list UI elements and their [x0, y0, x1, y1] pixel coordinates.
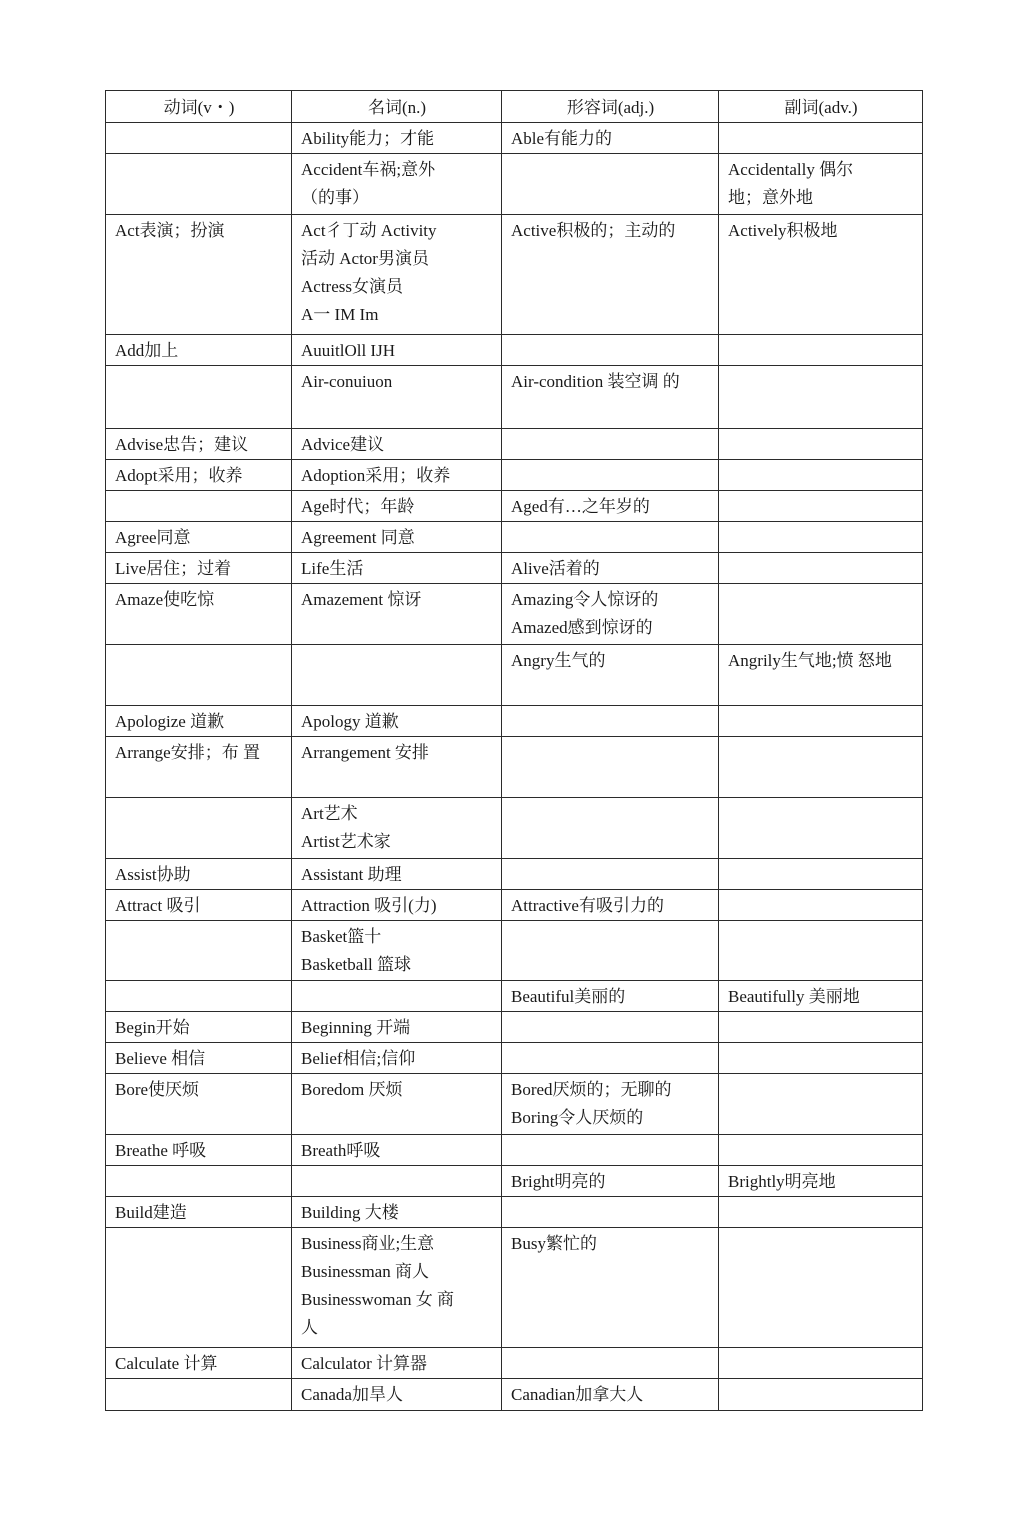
cell-text: Artist艺术家: [301, 832, 391, 851]
cell-text: Believe 相信: [115, 1049, 206, 1068]
verb-cell: [106, 522, 292, 553]
adjective-cell: [502, 491, 719, 522]
cell-text: Arrangement 安排: [301, 743, 429, 762]
table-row: [106, 981, 923, 1012]
cell-text: Add加上: [115, 341, 179, 360]
verb-cell: [106, 890, 292, 921]
cell-text: Amazement 惊讶: [301, 590, 422, 609]
adverb-cell: [719, 584, 923, 645]
adverb-cell: [719, 335, 923, 366]
adverb-cell: [719, 1012, 923, 1043]
cell-text: Air-condition 装空调 的: [511, 372, 680, 391]
word-forms-table: [105, 90, 923, 1411]
cell-text: Assistant 助理: [301, 865, 402, 884]
noun-cell: [292, 366, 502, 429]
adverb-cell: [719, 921, 923, 981]
table-row: [106, 335, 923, 366]
table-row: [106, 921, 923, 981]
verb-cell: [106, 553, 292, 584]
adverb-cell: [719, 737, 923, 798]
table-row: [106, 1197, 923, 1228]
cell-text: Ability能力；才能: [301, 129, 435, 148]
verb-cell: [106, 1348, 292, 1379]
noun-cell: [292, 154, 502, 215]
verb-cell: [106, 1074, 292, 1135]
cell-text: Advise忠告；建议: [115, 435, 249, 454]
cell-text: 地；意外地: [728, 188, 813, 207]
header-adverb: 副词(adv.): [719, 91, 923, 123]
noun-cell: [292, 706, 502, 737]
noun-cell: [292, 1043, 502, 1074]
noun-cell: [292, 1197, 502, 1228]
cell-text: Beginning 开端: [301, 1018, 411, 1037]
cell-text: Adopt采用；收养: [115, 466, 243, 485]
cell-text: Busy繁忙的: [511, 1234, 597, 1253]
noun-cell: [292, 1135, 502, 1166]
cell-text: Businessman 商人: [301, 1262, 429, 1281]
table-row: [106, 429, 923, 460]
verb-cell: [106, 215, 292, 335]
adverb-cell: [719, 798, 923, 859]
cell-text: Bore使厌烦: [115, 1080, 200, 1099]
cell-text: Live居住；过着: [115, 559, 232, 578]
cell-text: Arrange安排；布 置: [115, 743, 260, 762]
adjective-cell: [502, 645, 719, 706]
noun-cell: [292, 429, 502, 460]
table-row: [106, 798, 923, 859]
cell-text: Amaze使吃惊: [115, 590, 215, 609]
verb-cell: [106, 859, 292, 890]
cell-text: Apology 道歉: [301, 712, 399, 731]
cell-text: Amazed感到惊讶的: [511, 618, 653, 637]
adjective-cell: [502, 1043, 719, 1074]
noun-cell: [292, 1348, 502, 1379]
adverb-cell: [719, 1379, 923, 1411]
verb-cell: [106, 981, 292, 1012]
adverb-cell: [719, 553, 923, 584]
noun-cell: [292, 491, 502, 522]
adjective-cell: [502, 553, 719, 584]
adverb-cell: [719, 522, 923, 553]
table-row: [106, 1074, 923, 1135]
cell-text: Alive活着的: [511, 559, 600, 578]
cell-text: Canada加旱人: [301, 1385, 403, 1404]
cell-text: Attract 吸引: [115, 896, 201, 915]
adverb-cell: [719, 215, 923, 335]
cell-text: Agreement 同意: [301, 528, 415, 547]
cell-text: Boring令人厌烦的: [511, 1108, 644, 1127]
adverb-cell: [719, 1228, 923, 1348]
table-row: [106, 123, 923, 154]
cell-text: Age时代；年龄: [301, 497, 415, 516]
noun-cell: [292, 215, 502, 335]
verb-cell: [106, 1379, 292, 1411]
cell-text: Accidentally 偶尔: [728, 160, 854, 179]
cell-text: Beautifully 美丽地: [728, 987, 860, 1006]
adverb-cell: [719, 154, 923, 215]
verb-cell: [106, 1012, 292, 1043]
adjective-cell: [502, 335, 719, 366]
header-verb: 动词(v・): [106, 91, 292, 123]
adjective-cell: [502, 584, 719, 645]
adjective-cell: [502, 1012, 719, 1043]
cell-text: Basketball 篮球: [301, 955, 412, 974]
cell-text: Brightly明亮地: [728, 1172, 836, 1191]
table-row: [106, 1348, 923, 1379]
table-row: [106, 491, 923, 522]
table-row: [106, 1135, 923, 1166]
adverb-cell: [719, 491, 923, 522]
adjective-cell: [502, 859, 719, 890]
adverb-cell: [719, 1348, 923, 1379]
noun-cell: [292, 859, 502, 890]
table-row: [106, 522, 923, 553]
adjective-cell: [502, 522, 719, 553]
verb-cell: [106, 335, 292, 366]
noun-cell: [292, 460, 502, 491]
cell-text: Business商业;生意: [301, 1234, 435, 1253]
verb-cell: [106, 460, 292, 491]
cell-text: Adoption采用；收养: [301, 466, 451, 485]
noun-cell: [292, 921, 502, 981]
cell-text: Boredom 厌烦: [301, 1080, 403, 1099]
noun-cell: [292, 1012, 502, 1043]
verb-cell: [106, 645, 292, 706]
adverb-cell: [719, 890, 923, 921]
cell-text: Apologize 道歉: [115, 712, 225, 731]
verb-cell: [106, 1135, 292, 1166]
adjective-cell: [502, 460, 719, 491]
cell-text: Begin开始: [115, 1018, 190, 1037]
adjective-cell: [502, 890, 719, 921]
adverb-cell: [719, 1074, 923, 1135]
verb-cell: [106, 429, 292, 460]
cell-text: Businesswoman 女 商: [301, 1290, 454, 1309]
noun-cell: [292, 553, 502, 584]
table-body: [106, 123, 923, 1411]
cell-text: Angrily生气地;愤 怒地: [728, 651, 892, 670]
verb-cell: [106, 154, 292, 215]
adjective-cell: [502, 1348, 719, 1379]
verb-cell: [106, 1197, 292, 1228]
adjective-cell: [502, 737, 719, 798]
table-row: [106, 859, 923, 890]
table-row: [106, 1043, 923, 1074]
adjective-cell: [502, 1379, 719, 1411]
cell-text: Advice建议: [301, 435, 385, 454]
adverb-cell: [719, 706, 923, 737]
table-row: [106, 584, 923, 645]
adverb-cell: [719, 429, 923, 460]
cell-text: Amazing令人惊讶的: [511, 590, 659, 609]
cell-text: Calculator 计算器: [301, 1354, 428, 1373]
verb-cell: [106, 366, 292, 429]
noun-cell: [292, 522, 502, 553]
cell-text: Angry生气的: [511, 651, 606, 670]
noun-cell: [292, 1228, 502, 1348]
adverb-cell: [719, 1166, 923, 1197]
adverb-cell: [719, 1197, 923, 1228]
verb-cell: [106, 737, 292, 798]
verb-cell: [106, 798, 292, 859]
table-row: [106, 645, 923, 706]
cell-text: Agree同意: [115, 528, 191, 547]
table-row: [106, 460, 923, 491]
cell-text: AuuitlOll IJH: [301, 341, 395, 360]
table-row: [106, 1228, 923, 1348]
adverb-cell: [719, 366, 923, 429]
cell-text: Aged有…之年岁的: [511, 497, 650, 516]
cell-text: Assist协助: [115, 865, 191, 884]
noun-cell: [292, 123, 502, 154]
cell-text: Actively积极地: [728, 221, 838, 240]
adverb-cell: [719, 1135, 923, 1166]
adverb-cell: [719, 123, 923, 154]
noun-cell: [292, 737, 502, 798]
verb-cell: [106, 1043, 292, 1074]
verb-cell: [106, 1166, 292, 1197]
cell-text: Active积极的；主动的: [511, 221, 676, 240]
table-row: [106, 553, 923, 584]
adverb-cell: [719, 460, 923, 491]
adjective-cell: [502, 1074, 719, 1135]
cell-text: Actress女演员: [301, 277, 403, 296]
cell-text: Bright明亮的: [511, 1172, 606, 1191]
table-row: [106, 366, 923, 429]
adverb-cell: [719, 1043, 923, 1074]
table-row: [106, 1166, 923, 1197]
verb-cell: [106, 491, 292, 522]
table-row: [106, 215, 923, 335]
cell-text: A一 IM Im: [301, 305, 379, 324]
verb-cell: [106, 123, 292, 154]
adverb-cell: [719, 645, 923, 706]
noun-cell: [292, 645, 502, 706]
adjective-cell: [502, 1135, 719, 1166]
noun-cell: [292, 335, 502, 366]
adjective-cell: [502, 429, 719, 460]
header-adjective: 形容词(adj.): [502, 91, 719, 123]
noun-cell: [292, 981, 502, 1012]
cell-text: Beautiful美丽的: [511, 987, 626, 1006]
noun-cell: [292, 1379, 502, 1411]
table-row: [106, 1012, 923, 1043]
cell-text: Canadian加拿大人: [511, 1385, 644, 1404]
header-noun: 名词(n.): [292, 91, 502, 123]
noun-cell: [292, 1074, 502, 1135]
table-row: [106, 706, 923, 737]
table-header-row: [106, 91, 923, 123]
cell-text: Building 大楼: [301, 1203, 399, 1222]
cell-text: Life生活: [301, 559, 364, 578]
table-row: [106, 890, 923, 921]
table-row: [106, 154, 923, 215]
noun-cell: [292, 584, 502, 645]
adjective-cell: [502, 1228, 719, 1348]
cell-text: Act表演；扮演: [115, 221, 225, 240]
noun-cell: [292, 890, 502, 921]
noun-cell: [292, 798, 502, 859]
verb-cell: [106, 706, 292, 737]
cell-text: Attractive有吸引力的: [511, 896, 664, 915]
adjective-cell: [502, 981, 719, 1012]
cell-text: Bored厌烦的；无聊的: [511, 1080, 672, 1099]
adjective-cell: [502, 366, 719, 429]
cell-text: 人: [301, 1318, 318, 1337]
verb-cell: [106, 1228, 292, 1348]
adjective-cell: [502, 1166, 719, 1197]
cell-text: Calculate 计算: [115, 1354, 218, 1373]
verb-cell: [106, 584, 292, 645]
adjective-cell: [502, 706, 719, 737]
adjective-cell: [502, 154, 719, 215]
adjective-cell: [502, 1197, 719, 1228]
adverb-cell: [719, 981, 923, 1012]
cell-text: （的事）: [301, 188, 369, 207]
adjective-cell: [502, 798, 719, 859]
table-row: [106, 1379, 923, 1411]
table-row: [106, 737, 923, 798]
cell-text: Accident车祸;意外: [301, 160, 436, 179]
verb-cell: [106, 921, 292, 981]
cell-text: Act彳丁动 Activity: [301, 221, 437, 240]
adjective-cell: [502, 123, 719, 154]
cell-text: 活动 Actor男演员: [301, 249, 429, 268]
adjective-cell: [502, 215, 719, 335]
cell-text: Art艺术: [301, 804, 358, 823]
cell-text: Able有能力的: [511, 129, 613, 148]
cell-text: Breathe 呼吸: [115, 1141, 207, 1160]
cell-text: Attraction 吸引(力): [301, 896, 437, 915]
cell-text: Build建造: [115, 1203, 187, 1222]
cell-text: Air-conuiuon: [301, 372, 393, 391]
adverb-cell: [719, 859, 923, 890]
cell-text: Breath呼吸: [301, 1141, 381, 1160]
cell-text: Basket篮十: [301, 927, 382, 946]
noun-cell: [292, 1166, 502, 1197]
cell-text: Belief相信;信仰: [301, 1049, 416, 1068]
adjective-cell: [502, 921, 719, 981]
